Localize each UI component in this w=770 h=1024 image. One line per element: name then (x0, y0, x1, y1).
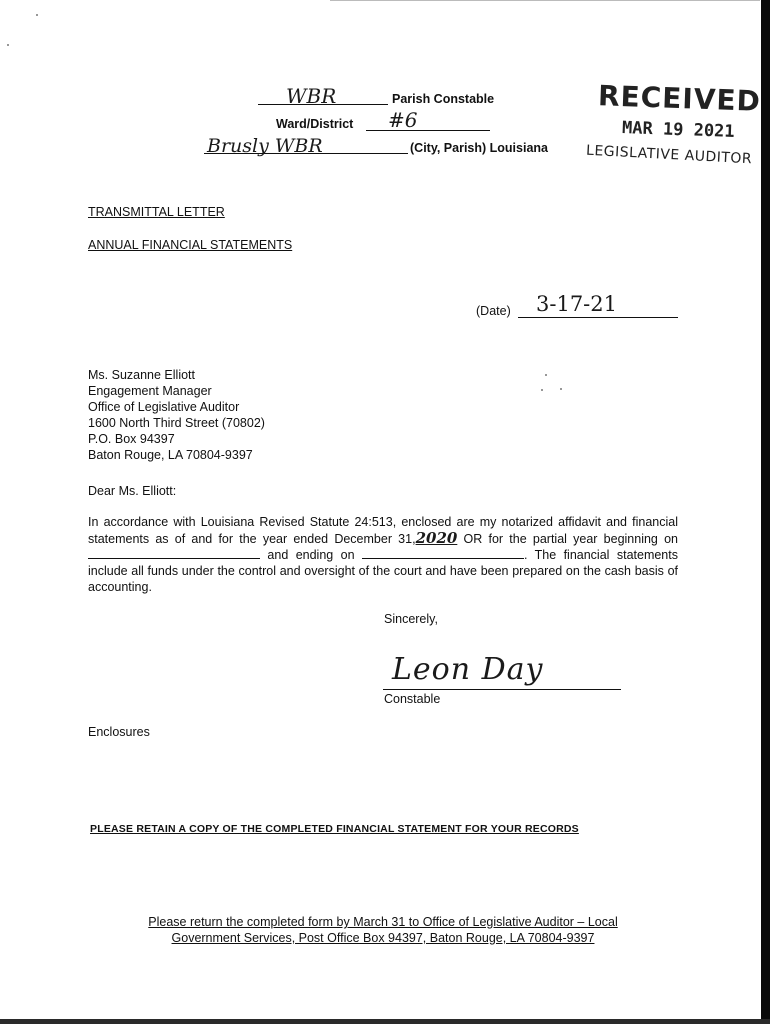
body-text: OR for the partial year beginning on (463, 532, 678, 546)
date-label: (Date) (476, 304, 511, 318)
scan-edge-right (761, 0, 770, 1024)
date-handwritten: 3-17-21 (536, 292, 617, 316)
city-label: (City, Parish) Louisiana (410, 141, 548, 155)
salutation: Dear Ms. Elliott: (88, 484, 177, 498)
enclosures: Enclosures (88, 725, 150, 739)
date-underline (518, 317, 678, 318)
scan-speck (36, 14, 38, 16)
recipient-line: 1600 North Third Street (70802) (88, 416, 265, 430)
received-stamp-title: RECEIVED (597, 79, 762, 118)
recipient-line: Office of Legislative Auditor (88, 400, 240, 414)
parish-handwritten: WBR (286, 84, 337, 108)
body-text: . The financial statements include all funds under the control and oversight of the court and have been prepared on the cash basis of accounting. (88, 548, 678, 594)
year-handwritten: 2020 (415, 529, 458, 547)
parish-label: Parish Constable (392, 92, 495, 106)
ward-underline (366, 130, 490, 131)
return-instructions (100, 914, 666, 946)
body-paragraph (88, 514, 678, 595)
signature: Leon Day (392, 652, 544, 687)
annual-title: ANNUAL FINANCIAL STATEMENTS (88, 238, 293, 252)
partial-begin-blank (88, 547, 260, 559)
scan-speck (7, 44, 9, 46)
scan-speck (560, 388, 562, 390)
recipient-line: Ms. Suzanne Elliott (88, 368, 195, 382)
body-text: and ending on (267, 548, 355, 562)
signature-line (383, 689, 621, 690)
scan-edge-bottom (0, 1019, 770, 1024)
return-line-2: Government Services, Post Office Box 94397, Baton Rouge, LA 70804-9397 (171, 931, 595, 945)
scan-speck (545, 374, 547, 376)
ward-handwritten: #6 (388, 108, 418, 132)
retain-notice: PLEASE RETAIN A COPY OF THE COMPLETED FINANCIAL STATEMENT FOR YOUR RECORDS (90, 823, 579, 835)
scan-edge-top (330, 0, 760, 1)
return-line-1: Please return the completed form by March 31 to Office of Legislative Auditor – Local (148, 915, 618, 929)
received-stamp-org: LEGISLATIVE AUDITOR (585, 142, 753, 168)
body-text: In accordance with Louisiana Revised Statute 24:513, enclosed are my notarized affidavit and financial statements as of and for the year ended December 31, (88, 515, 678, 546)
recipient-line: Engagement Manager (88, 384, 212, 398)
city-handwritten: Brusly WBR (207, 135, 323, 157)
recipient-line: P.O. Box 94397 (88, 432, 175, 446)
recipient-line: Baton Rouge, LA 70804-9397 (88, 448, 253, 462)
sincerely: Sincerely, (384, 612, 438, 626)
ward-label: Ward/District (276, 117, 354, 131)
received-stamp-date: MAR 19 2021 (621, 118, 735, 142)
transmittal-title: TRANSMITTAL LETTER (88, 205, 225, 219)
partial-end-blank (362, 547, 524, 559)
signature-label: Constable (384, 692, 441, 706)
scan-speck (541, 389, 543, 391)
recipient-address (88, 367, 265, 463)
